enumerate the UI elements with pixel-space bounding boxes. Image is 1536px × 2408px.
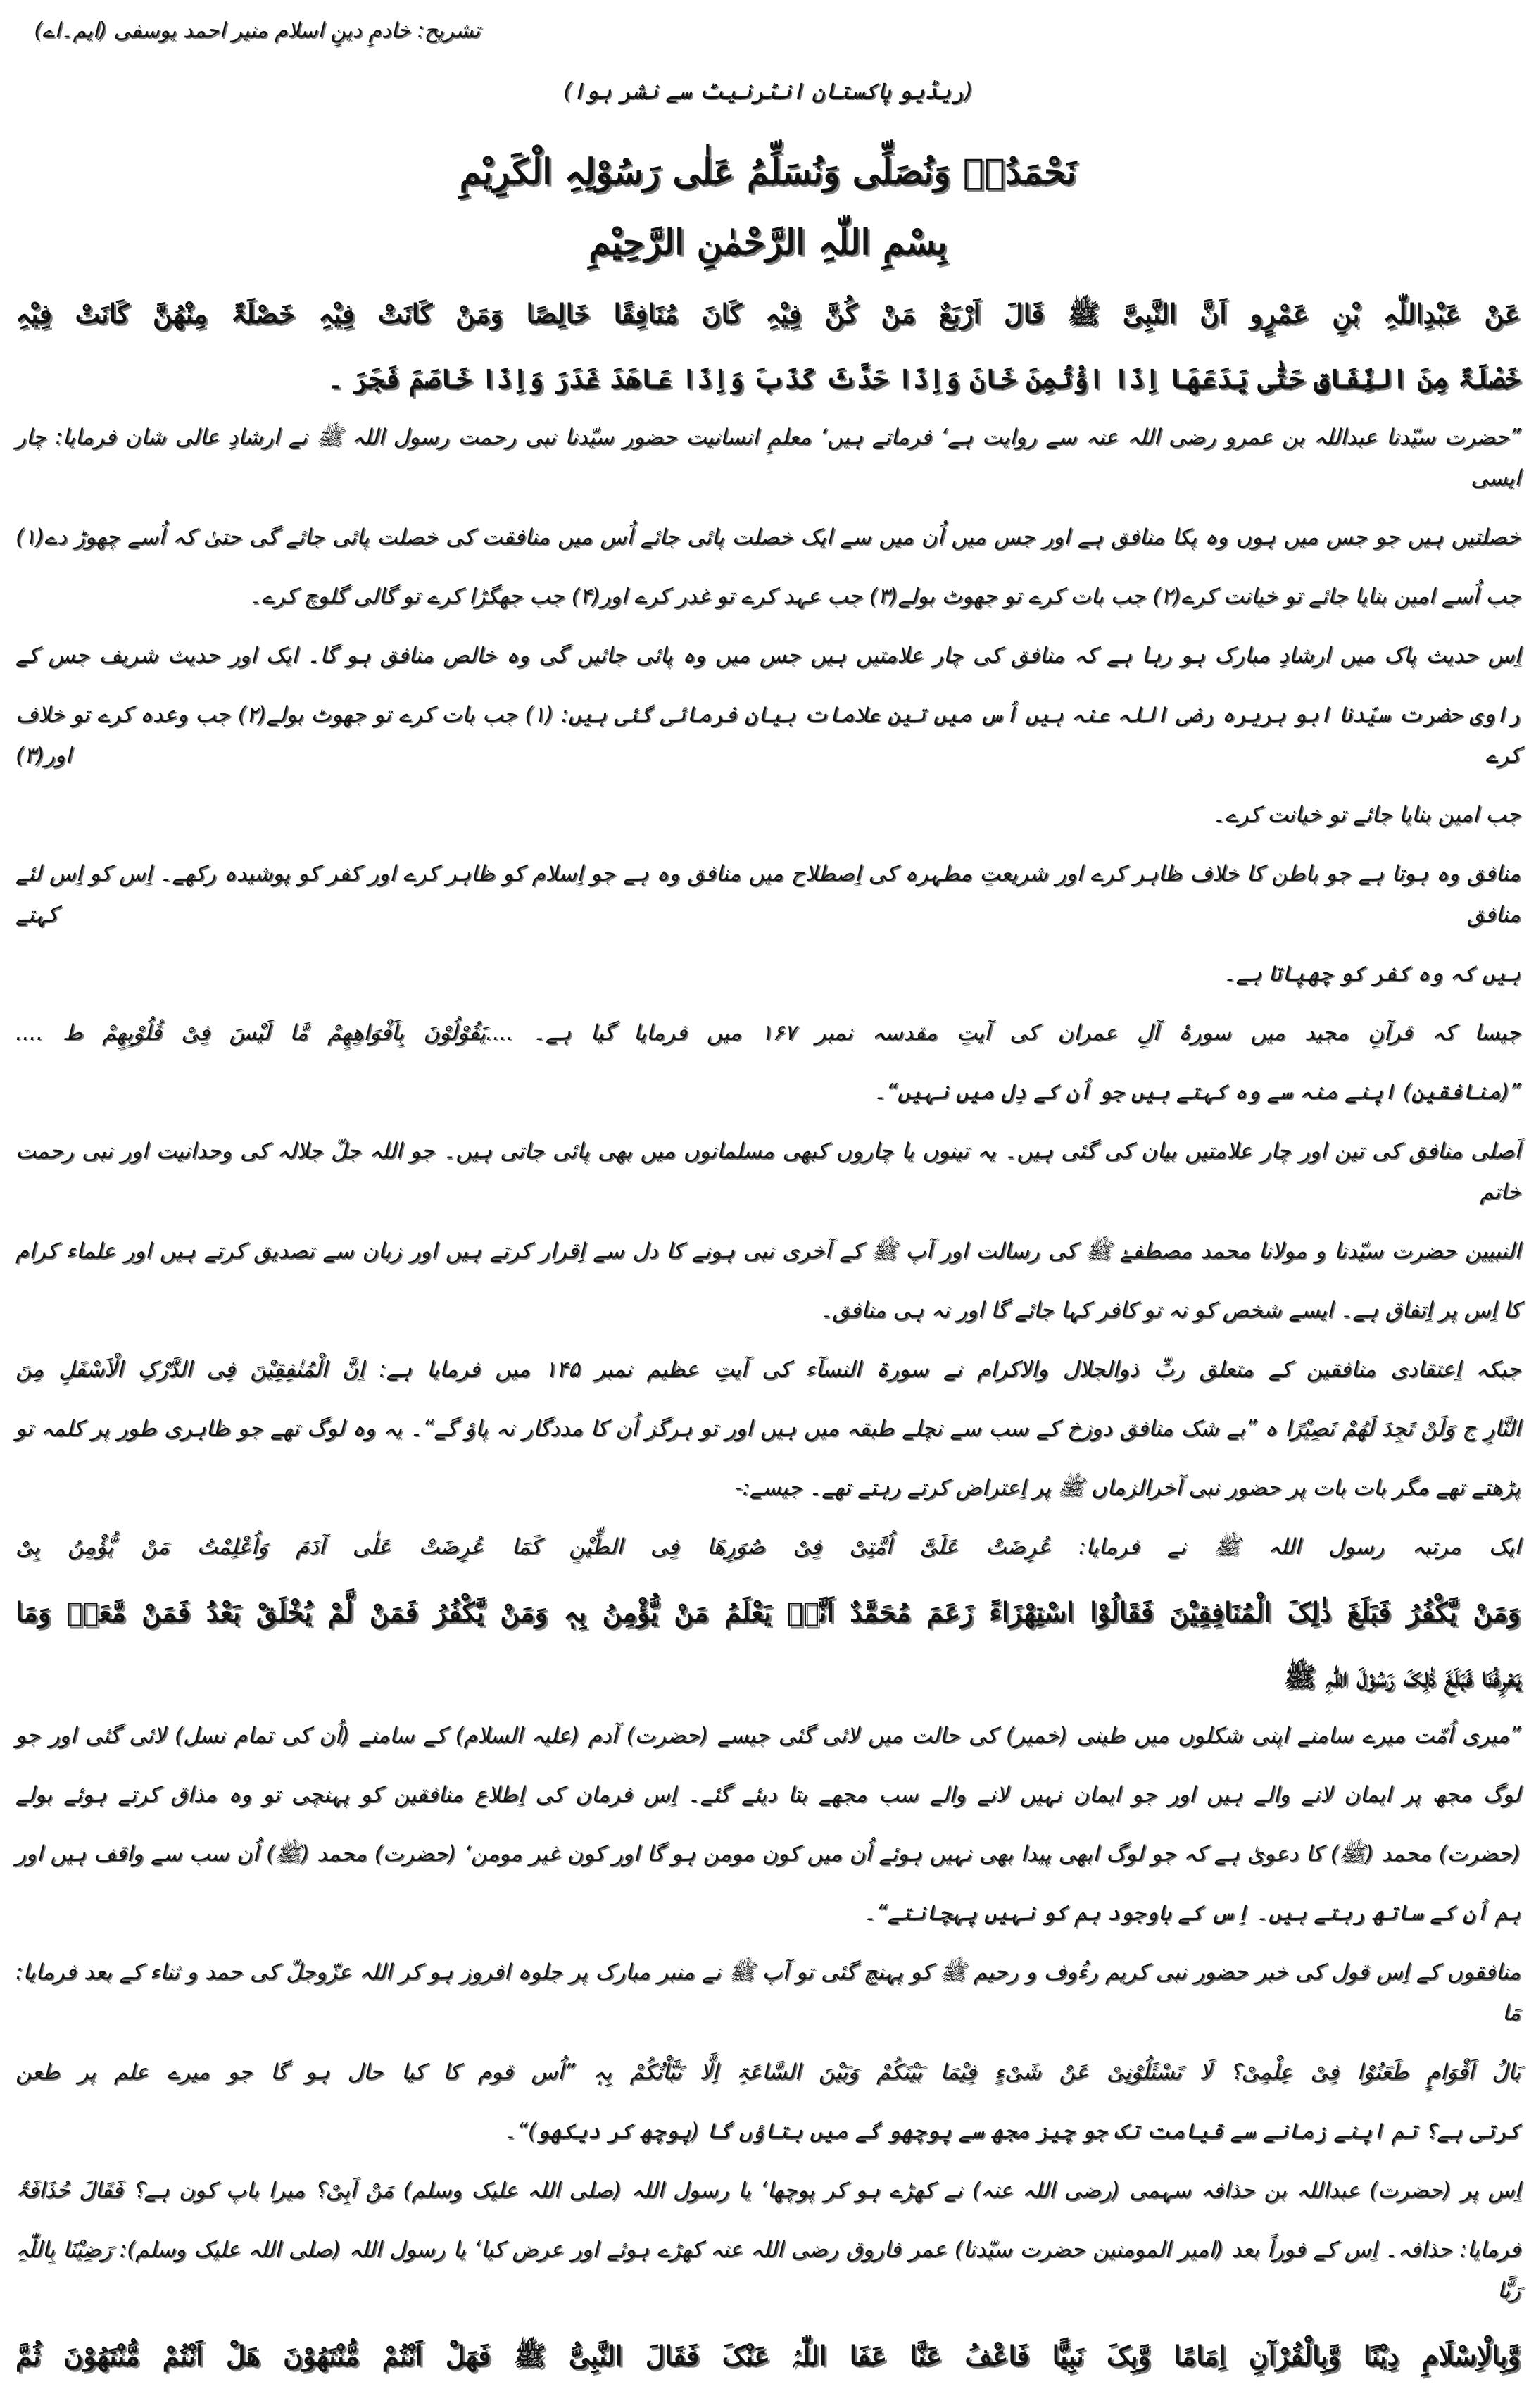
arabic-text-line: وَمَنْ یَّکْفُرُ فَبَلَغَ ذٰلِکَ الْمُنَافِقِیْنَ فَقَالُوْا اسْتِھْزَاءً زَعَمَ مُحَمَّدٌ اَنَّہٗ یَعْلَمُ مَنْ یُّؤْمِنُ بِہٖ وَمَنْ یَّکْفُرُ فَمَنْ لَّمْ یُخْلَقْ بَعْدُ فَمَنْ مَّعَہٗ وَمَا (15, 1596, 1521, 1628)
urdu-text-line: کرتی ہے؟ تم اپنے زمانے سے قیامت تک جو چیز مجھ سے پوچھو گے میں بتاؤں گا (پوچھ کر دیکھو)“۔ (503, 2119, 1521, 2144)
arabic-text-line: عَنْ عَبْدِاللّٰہِ بْنِ عَمْرٍو اَنَّ النَّبِیَّ ﷺ قَالَ اَرْبَعٌ مَنْ کُنَّ فِیْہِ کَانَ مُنَافِقًا خَالِصًا وَمَنْ کَانَتْ فِیْہِ خَصْلَۃٌ مِنْھُنَّ کَانَتْ فِیْہِ (15, 298, 1521, 330)
urdu-text-line: اِس پر (حضرت) عبداللہ بن حذافہ سہمی (رضی اللہ عنہ) نے کھڑے ہو کر پوچھا‘ یا رسول اللہ (صلی اللہ علیک وسلم) مَنْ اَبِیْ؟ میرا باپ کون ہے؟ فَقَالَ حُذَافَۃُ (15, 2178, 1521, 2203)
urdu-text-line: (حضرت) محمد (ﷺ) کا دعویٰ ہے کہ جو لوگ ابھی پیدا بھی نہیں ہوئے اُن میں کون مومن ہو گا اور کون غیر مومن‘ (حضرت) محمد (ﷺ) اُن سب سے واقف ہیں اور (15, 1841, 1521, 1867)
document-body (15, 287, 1521, 2383)
urdu-text-line: منافقوں کے اِس قول کی خبر حضور نبی کریم رءُوف و رحیم ﷺ کو پہنچ گئی تو آپ ﷺ نے منبر مبارک پر جلوہ افروز ہو کر اللہ عزّوجلّ کی حمد و ثناء کے بعد فرمایا: مَا (15, 1959, 1521, 2026)
urdu-text-line: جبکہ اِعتقادی منافقین کے متعلق ربِّ ذوالجلال والاکرام نے سورۃ النسآء کی آیتِ عظیم نمبر ۱۴۵ میں فرمایا ہے: اِنَّ الْمُنٰفِقِیْنَ فِی الدَّرْکِ الْاَسْفَلِ مِنَ (15, 1357, 1521, 1382)
arabic-text-line: خَصْلَۃٌ مِنَ النِّفَاقِ حَتّٰی یَدَعَھَا اِذَا اؤْتُمِنَ خَانَ وَاِذَا حَدَّثَ کَذَبَ وَاِذَا عَاھَدَ غَدَرَ وَاِذَا خَاصَمَ فَجَرَ ۔ (327, 363, 1521, 394)
author-line: تشریح: خادمِ دینِ اسلام منیر احمد یوسفی (ایم۔اے) (34, 18, 480, 43)
arabic-text-line: وَّبِالْاِسْلَامِ دِیْنًا وَّبِالْقُرْآنِ اِمَامًا وَّبِکَ نَبِیًّا فَاعْفُ عَنَّا عَفَا اللّٰہُ عَنْکَ فَقَالَ النَّبِیُّ ﷺ فَھَلْ اَنْتُمْ مُّنْتَھُوْنَ ھَلْ اَنْتُمْ مُّنْتَھُوْنَ ثُمَّ (15, 2340, 1521, 2371)
urdu-text-line: کا اِس پر اِتفاق ہے۔ ایسے شخص کو نہ تو کافر کہا جائے گا اور نہ ہی منافق۔ (819, 1298, 1521, 1323)
urdu-text-line: ”میری اُمّت میرے سامنے اپنی شکلوں میں طینی (خمیر) کی حالت میں لائی گئی جیسے (حضرت) آدم (علیہ السلام) کے سامنے (اُن کی تمام نسل) لائی گئی اور جو (15, 1723, 1521, 1748)
arabic-text-line: یَعْرِفُنَا فَبَلَغَ ذٰلِکَ رَسُوْلَ اللّٰہِ ﷺ (1283, 1661, 1521, 1693)
invocation-heading: نَحْمَدُہٗ وَنُصَلِّی وَنُسَلِّمُ عَلٰی رَسُوْلِہِ الْکَرِیْمِ (459, 151, 1077, 192)
urdu-text-line: راوی حضرت سیّدنا ابو ہریرہ رضی اللہ عنہ ہیں اُس میں تین علامات بیان فرمائی گئی ہیں: (۱) جب بات کرے تو جھوٹ بولے(۲) جب وعدہ کرے تو خلاف کرے اور(۳) (15, 702, 1521, 768)
urdu-text-line: ہم اُن کے ساتھ رہتے ہیں۔ اِس کے باوجود ہم کو نہیں پہچانتے“۔ (863, 1900, 1521, 1926)
urdu-text-line: منافق وہ ہوتا ہے جو باطن کا خلاف ظاہر کرے اور شریعتِ مطہرہ کی اِصطلاح میں منافق وہ ہے جو اِسلام کو ظاہر کرے اور کفر کو پوشیدہ رکھے۔ اِس کو اِس لئے منافق کہتے (15, 861, 1521, 927)
urdu-text-line: ”(منافقین) اپنے منہ سے وہ کہتے ہیں جو اُن کے دِل میں نہیں“۔ (873, 1079, 1521, 1105)
urdu-text-line: اِس حدیث پاک میں ارشادِ مبارک ہو رہا ہے کہ منافق کی چار علامتیں ہیں جس میں وہ پائی جائیں گی وہ خالص منافق ہو گا۔ ایک اور حدیث شریف جس کے (15, 643, 1521, 668)
urdu-text-line: ہیں کہ وہ کفر کو چھپاتا ہے۔ (1223, 961, 1521, 986)
urdu-text-line: اَصلی منافق کی تین اور چار علامتیں بیان کی گئی ہیں۔ یہ تینوں یا چاروں کبھی مسلمانوں میں بھی پائی جاتی ہیں۔ جو اللہ جلّ جلالہ کی وحدانیت اور نبی رحمت خاتم (15, 1139, 1521, 1205)
urdu-text-line: جیسا کہ قرآنِ مجید میں سورۂ آلِ عمران کی آیتِ مقدسہ نمبر ۱۶۷ میں فرمایا گیا ہے۔ ....یَقُوْلُوْنَ بِاَفْوَاھِھِمْ مَّا لَیْسَ فِیْ قُلُوْبِھِمْ ط .... (15, 1020, 1521, 1046)
bismillah-heading: بِسْمِ اللّٰہِ الرَّحْمٰنِ الرَّحِیْمِ (588, 221, 948, 263)
urdu-text-line: فرمایا: حذافہ۔ اِس کے فوراً بعد (امیر المومنین حضرت سیّدنا) عمر فاروق رضی اللہ عنہ کھڑے ہوئے اور عرض کیا‘ یا رسول اللہ (صلی اللہ علیک وسلم): رَضِیْنَا بِاللّٰہِ رَبًّا (15, 2237, 1521, 2303)
urdu-text-line: النَّارِ ج وَلَنْ تَجِدَ لَھُمْ نَصِیْرًا ہ ”بے شک منافق دوزخ کے سب سے نچلے طبقہ میں ہیں اور تو ہرگز اُن کا مددگار نہ پاؤ گے“۔ یہ وہ لوگ تھے جو ظاہری طور پر کلمہ تو (15, 1416, 1521, 1441)
author-block (15, 10, 480, 52)
urdu-text-line: خصلتیں ہیں جو جس میں ہوں وہ پکا منافق ہے اور جس میں اُن میں سے ایک خصلت پائی جائے اُس میں منافقت کی خصلت پائی جائے گی حتیٰ کہ اُسے چھوڑ دے(۱) (15, 525, 1521, 550)
urdu-text-line: النبیین حضرت سیّدنا و مولانا محمد مصطفےٰ ﷺ کی رسالت اور آپ ﷺ کے آخری نبی ہونے کا دل سے اِقرار کرتے ہیں اور زبان سے تصدیق کرتے ہیں اور علماء کرام (15, 1239, 1521, 1264)
urdu-text-line: جب امین بنایا جائے تو خیانت کرے۔ (1212, 802, 1521, 827)
urdu-text-line: جب اُسے امین بنایا جائے تو خیانت کرے(۲) جب بات کرے تو جھوٹ بولے(۳) جب عہد کرے تو غدر کرے اور(۴) جب جھگڑا کرے تو گالی گلوچ کرے۔ (248, 584, 1521, 609)
urdu-text-line: ایک مرتبہ رسول اللہ ﷺ نے فرمایا: عُرِضَتْ عَلَیَّ اُمَّتِیْ فِیْ صُوَرِھَا فِی الطِّیْنِ کَمَا عُرِضَتْ عَلٰی آدَمَ وَاُعْلِمْتُ مَنْ یُّؤْمِنُ بِیْ (15, 1534, 1521, 1560)
urdu-text-line: ”حضرت سیّدنا عبداللہ بن عمرو رضی اللہ عنہ سے روایت ہے‘ فرماتے ہیں‘ معلمِ انسانیت حضور سیّدنا نبی رحمت رسول اللہ ﷺ نے ارشادِ عالی شان فرمایا: چار ایسی (15, 425, 1521, 491)
urdu-text-line: بَالُ اَقْوَامٍ طَعَنُوْا فِیْ عِلْمِیْ؟ لَا تَسْئَلُوْنِیْ عَنْ شَیْءٍ فِیْمَا بَیْنَکُمْ وَبَیْنَ السَّاعَۃِ اِلَّا نَبَّاْتُکُمْ بِہٖ ”اُس قوم کا کیا حال ہو گا جو میرے علم پر طعن (15, 2059, 1521, 2085)
urdu-text-line: پڑھتے تھے مگر بات بات پر حضور نبی آخرالزماں ﷺ پر اِعتراض کرتے رہتے تھے۔ جیسے:- (734, 1475, 1521, 1500)
urdu-text-line: لوگ مجھ پر ایمان لانے والے ہیں اور جو ایمان نہیں لانے والے سب مجھے بتا دیئے گئے۔ اِس فرمان کی اِطلاع منافقین کو پہنچی تو وہ مذاق کرتے ہوئے بولے (15, 1782, 1521, 1807)
broadcast-note: (ریڈیو پاکستان انٹرنیٹ سے نشر ہوا) (562, 77, 974, 104)
